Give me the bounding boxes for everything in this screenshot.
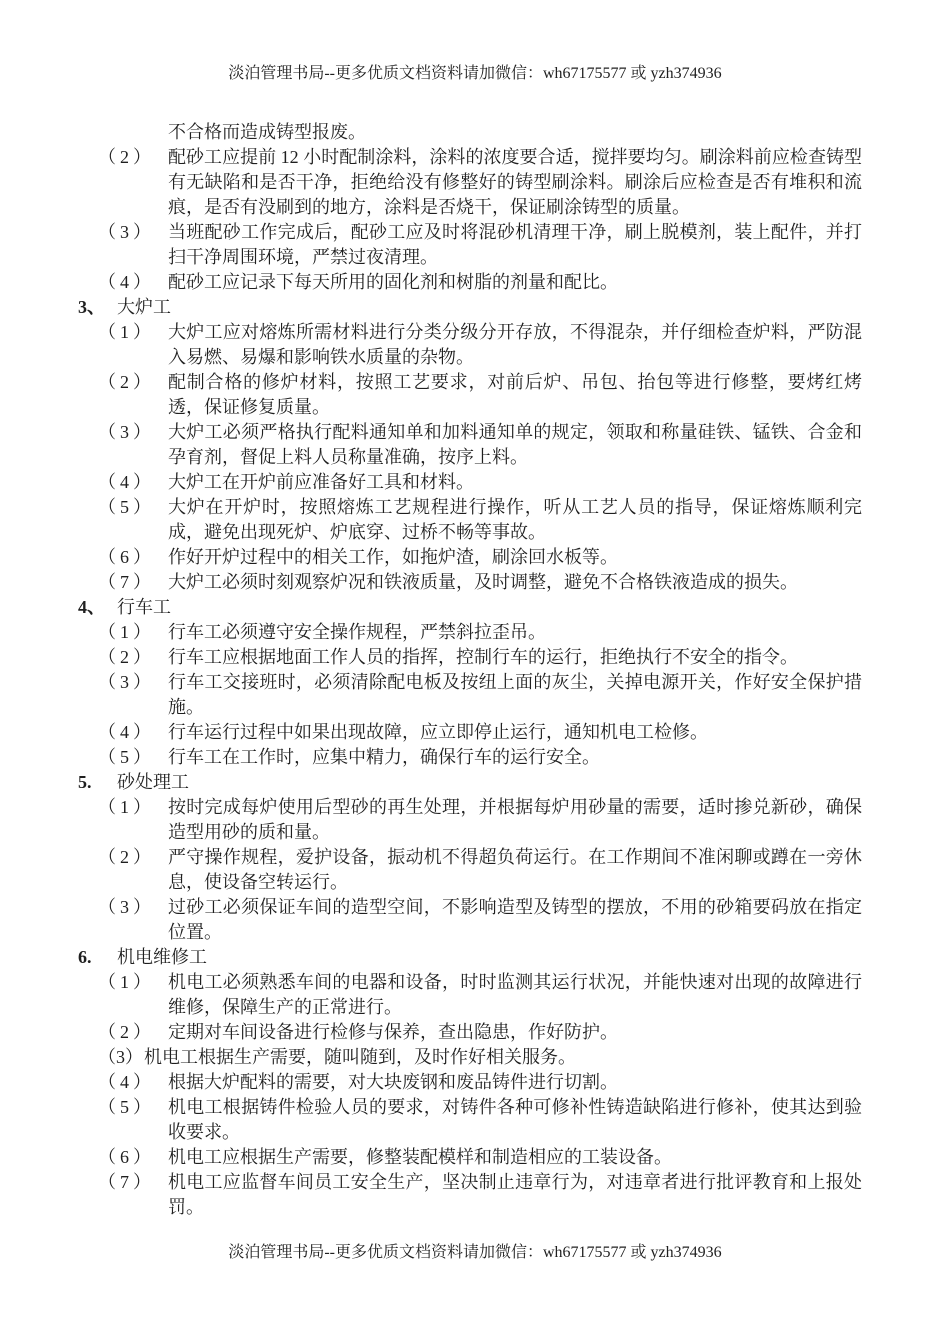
list-item <box>88 645 862 670</box>
item-text: 大炉工应对熔炼所需材料进行分类分级分开存放，不得混杂，并仔细检查炉料，严防混入易燃、易爆和影响铁水质量的杂物。 <box>168 322 862 367</box>
item-text: 当班配砂工作完成后，配砂工应及时将混砂机清理干净，刷上脱模剂，装上配件，并打扫干净周围环境，严禁过夜清理。 <box>168 222 862 267</box>
item-text: 行车运行过程中如果出现故障，应立即停止运行，通知机电工检修。 <box>168 722 708 742</box>
item-text: 定期对车间设备进行检修与保养，查出隐患，作好防护。 <box>168 1022 618 1042</box>
list-item <box>88 570 862 595</box>
page-header-watermark: 淡泊管理书局--更多优质文档资料请加微信：wh67175577 或 yzh374936 <box>228 65 722 82</box>
section-number: 6. <box>78 947 92 967</box>
list-item <box>88 270 862 295</box>
list-item <box>88 1145 862 1170</box>
section-title: 大炉工 <box>117 297 171 317</box>
item-text: 机电工应根据生产需要，修整装配模样和制造相应的工装设备。 <box>168 1147 672 1167</box>
item-number: （7） <box>98 572 155 592</box>
section-number: 3、 <box>78 297 105 317</box>
item-text: 大炉在开炉时，按照熔炼工艺规程进行操作，听从工艺人员的指导，保证熔炼顺利完成，避免出现死炉、炉底穿、过桥不畅等事故。 <box>168 497 862 542</box>
item-text: 严守操作规程，爱护设备，振动机不得超负荷运行。在工作期间不准闲聊或蹲在一旁休息，使设备空转运行。 <box>168 847 862 892</box>
list-item <box>88 1020 862 1045</box>
item-number: （3） <box>98 897 155 917</box>
list-item <box>88 470 862 495</box>
document-body <box>78 120 862 1220</box>
item-number: （4） <box>98 1072 155 1092</box>
list-item <box>88 545 862 570</box>
paragraph-continuation <box>88 120 862 145</box>
item-number: （1） <box>98 322 155 342</box>
item-number: （7） <box>98 1172 155 1192</box>
item-number: （4） <box>98 272 155 292</box>
item-text: 行车工应根据地面工作人员的指挥，控制行车的运行，拒绝执行不安全的指令。 <box>168 647 798 667</box>
item-text: 根据大炉配料的需要，对大块废钢和废品铸件进行切割。 <box>168 1072 618 1092</box>
list-item <box>88 620 862 645</box>
list-item <box>88 720 862 745</box>
item-number: （3） <box>98 422 155 442</box>
section-title: 机电维修工 <box>117 947 207 967</box>
list-item <box>88 220 862 270</box>
item-number: （5） <box>98 1097 155 1117</box>
section-title: 砂处理工 <box>117 772 189 792</box>
item-text: 机电工应监督车间员工安全生产，坚决制止违章行为，对违章者进行批评教育和上报处罚。 <box>168 1172 862 1217</box>
item-number: （4） <box>98 472 155 492</box>
section-heading <box>78 595 862 620</box>
item-text: 机电工必须熟悉车间的电器和设备，时时监测其运行状况，并能快速对出现的故障进行维修，保障生产的正常进行。 <box>168 972 862 1017</box>
section-heading <box>78 770 862 795</box>
item-text: 配砂工应提前 12 小时配制涂料，涂料的浓度要合适，搅拌要均匀。刷涂料前应检查铸型有无缺陷和是否干净，拒绝给没有修整好的铸型刷涂料。刷涂后应检查是否有堆积和流痕，是否有没刷到的地方，涂料是否烧干，保证刷涂铸型的质量。 <box>168 147 862 217</box>
list-item <box>88 495 862 545</box>
section-heading <box>78 295 862 320</box>
item-number: （4） <box>98 722 155 742</box>
item-number: （2） <box>98 847 155 867</box>
item-text: 行车工必须遵守安全操作规程，严禁斜拉歪吊。 <box>168 622 546 642</box>
item-text: 配制合格的修炉材料，按照工艺要求，对前后炉、吊包、抬包等进行修整，要烤红烤透，保证修复质量。 <box>168 372 862 417</box>
item-number: （2） <box>98 372 155 392</box>
item-text: 行车工交接班时，必须清除配电板及按纽上面的灰尘，关掉电源开关，作好安全保护措施。 <box>168 672 862 717</box>
item-number: （6） <box>98 1147 155 1167</box>
list-item <box>88 1070 862 1095</box>
list-item <box>88 1095 862 1145</box>
list-item <box>88 670 862 720</box>
item-number: （3） <box>98 672 155 692</box>
list-item <box>88 320 862 370</box>
list-item <box>88 845 862 895</box>
section-number: 4、 <box>78 597 105 617</box>
item-text: 作好开炉过程中的相关工作，如拖炉渣，刷涂回水板等。 <box>168 547 618 567</box>
item-text: 机电工根据生产需要，随叫随到，及时作好相关服务。 <box>144 1047 576 1067</box>
list-item <box>88 1170 862 1220</box>
list-item <box>88 145 862 220</box>
list-item <box>88 420 862 470</box>
list-item <box>88 370 862 420</box>
list-item <box>88 970 862 1020</box>
paragraph-text: 不合格而造成铸型报废。 <box>168 122 366 142</box>
item-number: （3） <box>98 222 155 242</box>
list-item <box>88 895 862 945</box>
section-number: 5. <box>78 772 92 792</box>
item-text: 机电工根据铸件检验人员的要求，对铸件各种可修补性铸造缺陷进行修补，使其达到验收要求。 <box>168 1097 862 1142</box>
item-number: （2） <box>98 147 155 167</box>
item-text: 过砂工必须保证车间的造型空间，不影响造型及铸型的摆放，不用的砂箱要码放在指定位置。 <box>168 897 862 942</box>
item-number: （1） <box>98 797 155 817</box>
list-item <box>88 1045 862 1070</box>
list-item <box>88 795 862 845</box>
item-text: 按时完成每炉使用后型砂的再生处理，并根据每炉用砂量的需要，适时掺兑新砂，确保造型用砂的质和量。 <box>168 797 862 842</box>
list-item <box>88 745 862 770</box>
item-text: 配砂工应记录下每天所用的固化剂和树脂的剂量和配比。 <box>168 272 618 292</box>
item-number: （5） <box>98 747 155 767</box>
item-number: （5） <box>98 497 155 517</box>
item-text: 大炉工必须时刻观察炉况和铁液质量，及时调整，避免不合格铁液造成的损失。 <box>168 572 798 592</box>
section-title: 行车工 <box>117 597 171 617</box>
item-text: 大炉工必须严格执行配料通知单和加料通知单的规定，领取和称量硅铁、锰铁、合金和孕育剂，督促上料人员称量准确，按序上料。 <box>168 422 862 467</box>
item-number: （6） <box>98 547 155 567</box>
item-number: （1） <box>98 972 155 992</box>
item-text: 行车工在工作时，应集中精力，确保行车的运行安全。 <box>168 747 600 767</box>
item-number: （2） <box>98 647 155 667</box>
item-number: （3） <box>98 1047 143 1067</box>
item-number: （1） <box>98 622 155 642</box>
item-text: 大炉工在开炉前应准备好工具和材料。 <box>168 472 474 492</box>
section-heading <box>78 945 862 970</box>
item-number: （2） <box>98 1022 155 1042</box>
page-footer-watermark: 淡泊管理书局--更多优质文档资料请加微信：wh67175577 或 yzh374936 <box>228 1244 722 1261</box>
